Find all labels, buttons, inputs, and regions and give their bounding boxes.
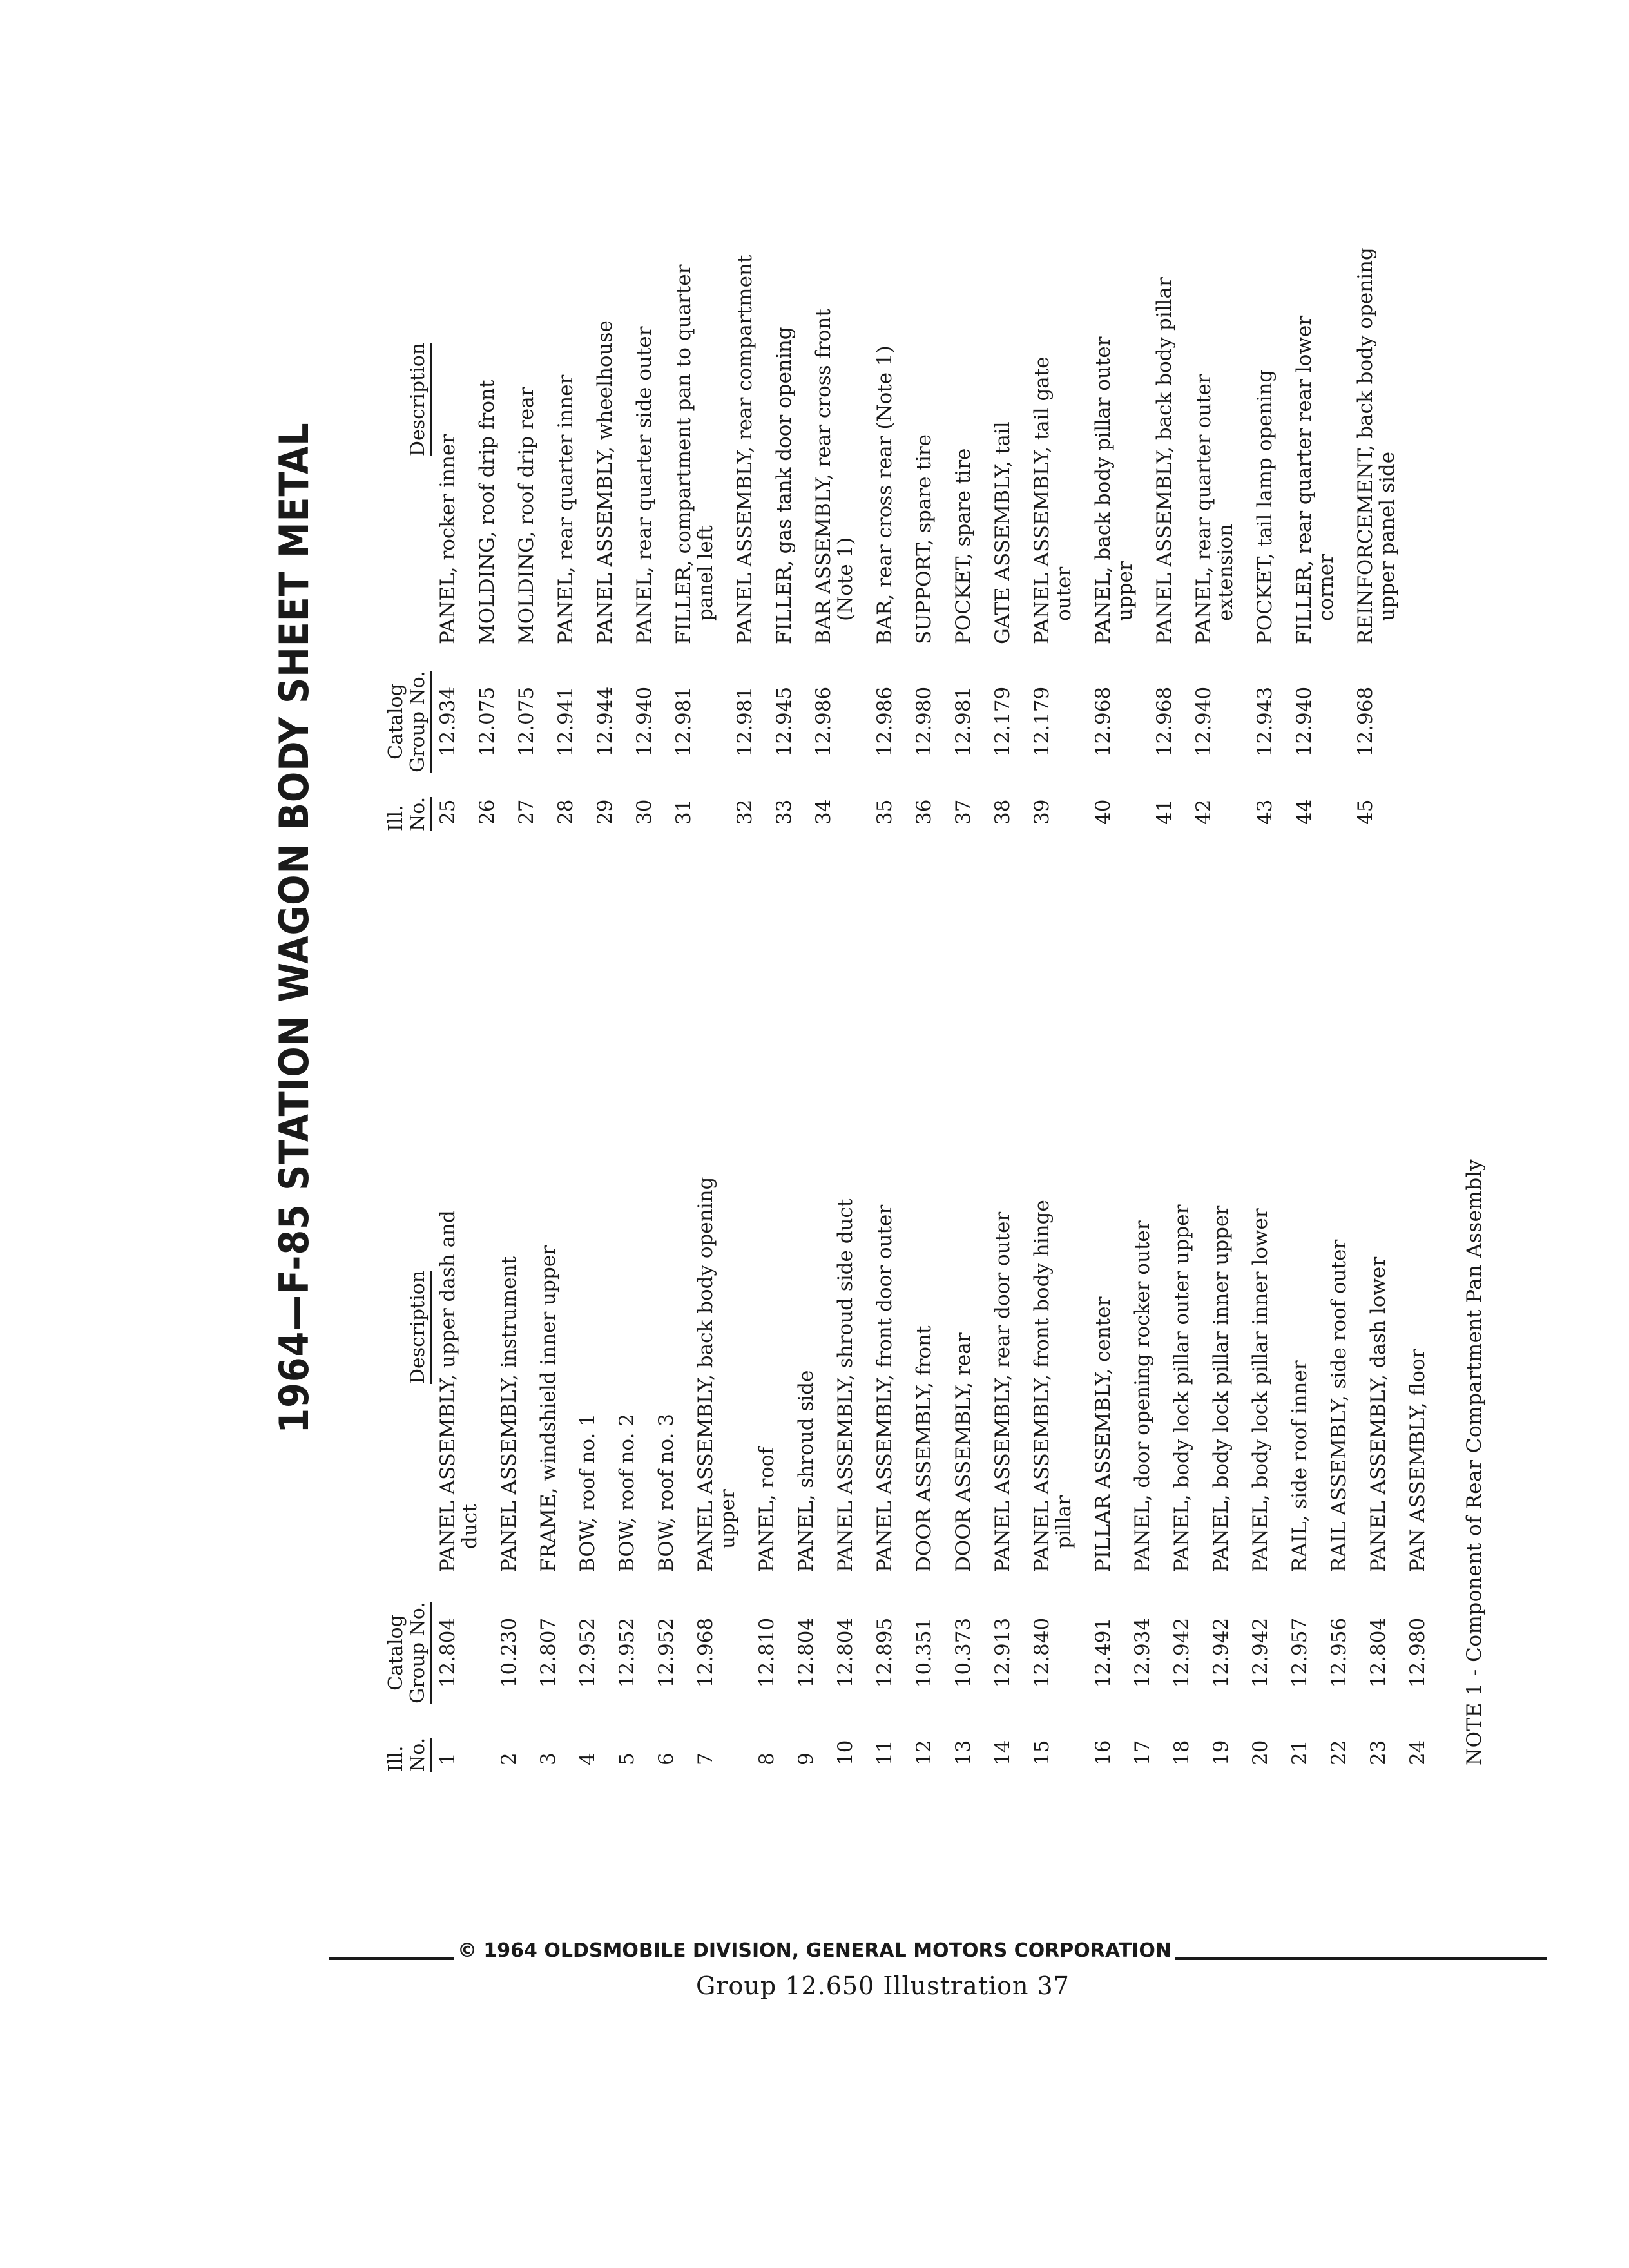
ill-no: 19 (1210, 1740, 1233, 1765)
ill-no: 21 (1288, 1740, 1311, 1765)
part-description (516, 13, 537, 644)
part-description (795, 889, 817, 1572)
table-row (655, 889, 695, 1765)
description-line: PANEL, body lock pillar inner lower (1249, 1208, 1272, 1572)
table-body-right (437, 13, 1416, 825)
table-row (1293, 13, 1354, 825)
table-row (1289, 889, 1328, 1765)
header-ill-no: Ill. No. (385, 786, 432, 831)
description-line: PANEL, body lock pillar inner upper (1210, 1205, 1233, 1572)
ill-no: 18 (1170, 1740, 1193, 1765)
description-line: PANEL ASSEMBLY, front door outer (873, 1204, 896, 1572)
part-description (1407, 889, 1429, 1572)
part-description (1171, 889, 1193, 1572)
part-description (476, 13, 498, 644)
description-line: PANEL, door opening rocker outer (1131, 1220, 1154, 1572)
ill-no: 37 (952, 799, 975, 825)
table-row (952, 13, 992, 825)
part-description (874, 889, 896, 1572)
ill-no: 38 (991, 799, 1014, 825)
figure-caption: Group 12.650 Illustration 37 (696, 1972, 1070, 2000)
description-line: FILLER, gas tank door opening (773, 327, 796, 644)
table-row (1171, 889, 1210, 1765)
table-row (1153, 13, 1193, 825)
catalog-group-no: 12.075 (476, 686, 499, 757)
ill-no: 8 (755, 1753, 778, 1765)
table-row (1328, 889, 1367, 1765)
header-catalog: Catalog Group No. (385, 657, 432, 786)
description-line: POCKET, tail lamp opening (1253, 369, 1277, 644)
table-row (516, 13, 555, 825)
ill-no: 36 (912, 799, 936, 825)
part-description (633, 13, 655, 644)
ill-no: 23 (1367, 1740, 1390, 1765)
ill-no: 41 (1153, 799, 1176, 825)
ill-no: 20 (1249, 1740, 1272, 1765)
catalog-group-no: 12.934 (436, 686, 459, 757)
catalog-group-no: 10.373 (952, 1617, 975, 1688)
description-line: BAR, rear cross rear (Note 1) (873, 345, 896, 644)
part-description (1254, 13, 1276, 644)
ill-no: 9 (795, 1753, 818, 1765)
ill-no: 34 (812, 799, 835, 825)
part-description (1153, 13, 1175, 644)
table-row (992, 13, 1031, 825)
part-description (1293, 13, 1337, 644)
table-row (577, 889, 616, 1765)
description-line: corner (1315, 554, 1338, 621)
catalog-group-no: 12.952 (615, 1617, 639, 1688)
catalog-group-no: 12.968 (1153, 686, 1176, 757)
part-description (756, 889, 778, 1572)
ill-no: 31 (672, 799, 695, 825)
header-ill-no: Ill. No. (385, 1727, 432, 1772)
description-line: PANEL ASSEMBLY, rear compartment (733, 255, 757, 644)
header-description: Description (407, 155, 432, 644)
ill-no: 13 (952, 1740, 975, 1765)
table-row (1031, 13, 1092, 825)
description-line: DOOR ASSEMBLY, front (912, 1325, 936, 1572)
table-row (1254, 13, 1293, 825)
description-line: outer (1052, 566, 1075, 621)
table-row (616, 889, 655, 1765)
ill-no: 2 (497, 1753, 521, 1765)
description-line: RAIL ASSEMBLY, side roof outer (1327, 1239, 1351, 1572)
description-line: PANEL, roof (755, 1446, 778, 1572)
table-row (1092, 13, 1153, 825)
description-line: BOW, roof no. 3 (655, 1414, 678, 1572)
catalog-group-no: 12.980 (912, 686, 936, 757)
description-line: PANEL ASSEMBLY, upper dash and (436, 1210, 459, 1572)
description-line: FILLER, compartment pan to quarter (672, 264, 695, 644)
catalog-group-no: 12.942 (1170, 1617, 1193, 1688)
part-description (952, 13, 974, 644)
description-line: GATE ASSEMBLY, tail (991, 421, 1014, 644)
catalog-group-no: 12.980 (1406, 1617, 1429, 1688)
catalog-group-no: 12.952 (576, 1617, 599, 1688)
catalog-group-no: 12.981 (952, 686, 975, 757)
description-line: POCKET, spare tire (952, 448, 975, 644)
description-line: BOW, roof no. 1 (576, 1414, 599, 1572)
description-line: PANEL, shroud side (795, 1370, 818, 1572)
ill-no: 17 (1131, 1740, 1154, 1765)
catalog-group-no: 12.179 (1030, 686, 1054, 757)
table-row (1407, 889, 1446, 1765)
table-row (437, 889, 498, 1765)
description-line: extension (1214, 523, 1237, 621)
catalog-group-no: 12.981 (733, 686, 757, 757)
catalog-group-no: 12.807 (537, 1617, 560, 1688)
table-row (1031, 889, 1092, 1765)
description-line: PANEL ASSEMBLY, dash lower (1367, 1256, 1390, 1572)
catalog-group-no: 12.942 (1249, 1617, 1272, 1688)
catalog-group-no: 10.230 (497, 1617, 521, 1688)
catalog-group-no: 12.840 (1030, 1617, 1054, 1688)
ill-no: 35 (873, 799, 896, 825)
catalog-group-no: 12.810 (755, 1617, 778, 1688)
ill-no: 22 (1327, 1740, 1351, 1765)
catalog-group-no: 12.945 (773, 686, 796, 757)
description-line: PANEL, body lock pillar outer upper (1170, 1204, 1193, 1572)
catalog-group-no: 12.804 (436, 1617, 459, 1688)
ill-no: 40 (1092, 799, 1115, 825)
part-description (1193, 13, 1237, 644)
table-row (734, 13, 773, 825)
catalog-group-no: 12.981 (672, 686, 695, 757)
ill-no: 14 (991, 1740, 1014, 1765)
description-line: upper panel side (1376, 451, 1399, 621)
description-line: upper (716, 1489, 739, 1549)
ill-no: 27 (515, 799, 538, 825)
page-title: 1964—F-85 STATION WAGON BODY SHEET METAL (271, 422, 318, 1434)
part-description (655, 889, 677, 1572)
catalog-group-no: 12.986 (873, 686, 896, 757)
catalog-group-no: 12.968 (1092, 686, 1115, 757)
part-description (1092, 889, 1114, 1572)
part-description (498, 889, 520, 1572)
part-description (1289, 889, 1311, 1572)
description-line: RAIL, side roof inner (1288, 1360, 1311, 1572)
ill-no: 28 (554, 799, 577, 825)
part-description (1092, 13, 1136, 644)
ill-no: 1 (436, 1753, 459, 1765)
catalog-group-no: 12.804 (834, 1617, 857, 1688)
part-description (437, 13, 459, 644)
catalog-group-no: 12.940 (1293, 686, 1316, 757)
table-header-right (348, 13, 432, 831)
copyright-line (0, 1939, 1629, 1962)
description-line: PANEL ASSEMBLY, back body opening (694, 1177, 717, 1572)
part-description (537, 889, 559, 1572)
catalog-group-no: 10.351 (912, 1617, 936, 1688)
table-row (992, 889, 1031, 1765)
table-row (1193, 13, 1254, 825)
description-line: PANEL ASSEMBLY, wheelhouse (593, 320, 617, 644)
copyright-text: © 1964 OLDSMOBILE DIVISION, GENERAL MOTORS CORPORATION (454, 1939, 1175, 1962)
description-line: (Note 1) (834, 537, 857, 621)
ill-no: 16 (1092, 1740, 1115, 1765)
ill-no: 24 (1406, 1740, 1429, 1765)
part-description (1132, 889, 1153, 1572)
description-line: PANEL, rear quarter outer (1192, 374, 1215, 644)
part-description (874, 13, 896, 644)
catalog-group-no: 12.942 (1210, 1617, 1233, 1688)
ill-no: 33 (773, 799, 796, 825)
description-line: PANEL ASSEMBLY, instrument (497, 1256, 521, 1572)
table-row (1354, 13, 1416, 825)
ill-no: 15 (1030, 1740, 1054, 1765)
catalog-group-no: 12.179 (991, 686, 1014, 757)
part-description (1354, 13, 1398, 644)
table-header-left (348, 889, 432, 1772)
description-line: PANEL, rear quarter inner (554, 374, 577, 644)
description-line: PAN ASSEMBLY, floor (1406, 1349, 1429, 1572)
description-line: PANEL, rear quarter side outer (633, 326, 656, 644)
table-row (498, 889, 537, 1765)
description-line: SUPPORT, spare tire (912, 434, 936, 644)
description-line: BAR ASSEMBLY, rear cross front (812, 309, 835, 644)
part-description (992, 889, 1014, 1572)
table-row (476, 13, 516, 825)
part-description (992, 13, 1014, 644)
part-description (577, 889, 599, 1572)
part-description (555, 13, 577, 644)
table-row (756, 889, 795, 1765)
footnote: NOTE 1 - Component of Rear Compartment Pan Assembly (1463, 1158, 1486, 1765)
table-body-left (437, 889, 1446, 1765)
table-row (1210, 889, 1249, 1765)
catalog-group-no: 12.804 (795, 1617, 818, 1688)
description-line: PANEL ASSEMBLY, back body pillar (1153, 277, 1176, 644)
table-row (913, 889, 952, 1765)
part-description (437, 889, 481, 1572)
header-catalog: Catalog Group No. (385, 1598, 432, 1707)
part-description (695, 889, 738, 1572)
description-line: duct (458, 1504, 481, 1549)
table-row (795, 889, 834, 1765)
table-row (1367, 889, 1407, 1765)
ill-no: 25 (436, 799, 459, 825)
part-description (1249, 889, 1271, 1572)
ill-no: 45 (1354, 799, 1377, 825)
part-description (734, 13, 756, 644)
part-description (1328, 889, 1350, 1572)
part-description (813, 13, 856, 644)
ill-no: 44 (1293, 799, 1316, 825)
part-description (616, 889, 638, 1572)
description-line: MOLDING, roof drip rear (515, 387, 538, 644)
table-row (952, 889, 992, 1765)
table-row (834, 889, 874, 1765)
catalog-group-no: 12.940 (633, 686, 656, 757)
catalog-group-no: 12.952 (655, 1617, 678, 1688)
table-row (437, 13, 476, 825)
catalog-group-no: 12.913 (991, 1617, 1014, 1688)
ill-no: 6 (655, 1753, 678, 1765)
table-row (773, 13, 813, 825)
catalog-group-no: 12.940 (1192, 686, 1215, 757)
description-line: FRAME, windshield inner upper (537, 1245, 560, 1572)
ill-no: 4 (576, 1753, 599, 1765)
ill-no: 3 (537, 1753, 560, 1765)
description-line: PANEL ASSEMBLY, tail gate (1030, 356, 1054, 644)
catalog-group-no: 12.895 (873, 1617, 896, 1688)
ill-no: 30 (633, 799, 656, 825)
catalog-group-no: 12.943 (1253, 686, 1277, 757)
table-row (695, 889, 756, 1765)
description-line: upper (1113, 561, 1137, 621)
ill-no: 7 (694, 1753, 717, 1765)
header-description: Description (407, 1082, 432, 1572)
description-line: PANEL ASSEMBLY, rear door outer (991, 1211, 1014, 1572)
catalog-group-no: 12.804 (1367, 1617, 1390, 1688)
description-line: FILLER, rear quarter rear lower (1293, 315, 1316, 644)
description-line: PANEL ASSEMBLY, shroud side duct (834, 1198, 857, 1572)
description-line: PANEL ASSEMBLY, front body hinge (1030, 1200, 1054, 1572)
table-row (673, 13, 734, 825)
description-line: PANEL, back body pillar outer (1092, 336, 1115, 644)
table-row (813, 13, 874, 825)
ill-no: 43 (1253, 799, 1277, 825)
ill-no: 29 (593, 799, 617, 825)
ill-no: 26 (476, 799, 499, 825)
table-row (594, 13, 633, 825)
catalog-group-no: 12.941 (554, 686, 577, 757)
part-description (673, 13, 717, 644)
ill-no: 12 (912, 1740, 936, 1765)
description-line: PILLAR ASSEMBLY, center (1092, 1296, 1115, 1572)
table-row (555, 13, 594, 825)
ill-no: 42 (1192, 799, 1215, 825)
part-description (594, 13, 616, 644)
part-description (1210, 889, 1232, 1572)
description-line: panel left (694, 525, 717, 621)
catalog-group-no: 12.986 (812, 686, 835, 757)
table-row (874, 13, 913, 825)
description-line: BOW, roof no. 2 (615, 1414, 639, 1572)
part-description (834, 889, 856, 1572)
ill-no: 11 (873, 1740, 896, 1765)
part-description (1367, 889, 1389, 1572)
table-row (1249, 889, 1289, 1765)
part-description (952, 889, 974, 1572)
table-row (1092, 889, 1132, 1765)
catalog-group-no: 12.075 (515, 686, 538, 757)
catalog-group-no: 12.934 (1131, 1617, 1154, 1688)
part-description (1031, 13, 1075, 644)
table-row (633, 13, 673, 825)
description-line: PANEL, rocker inner (436, 434, 459, 644)
catalog-group-no: 12.491 (1092, 1617, 1115, 1688)
catalog-group-no: 12.968 (694, 1617, 717, 1688)
table-row (913, 13, 952, 825)
part-description (1031, 889, 1075, 1572)
catalog-group-no: 12.968 (1354, 686, 1377, 757)
part-description (773, 13, 795, 644)
table-row (874, 889, 913, 1765)
part-description (913, 13, 935, 644)
description-line: DOOR ASSEMBLY, rear (952, 1332, 975, 1572)
part-description (913, 889, 935, 1572)
catalog-group-no: 12.944 (593, 686, 617, 757)
description-line: MOLDING, roof drip front (476, 380, 499, 644)
ill-no: 10 (834, 1740, 857, 1765)
ill-no: 39 (1030, 799, 1054, 825)
catalog-group-no: 12.956 (1327, 1617, 1351, 1688)
description-line: pillar (1052, 1495, 1075, 1549)
description-line: REINFORCEMENT, back body opening (1354, 247, 1377, 644)
ill-no: 32 (733, 799, 757, 825)
table-row (1132, 889, 1171, 1765)
table-row (537, 889, 577, 1765)
catalog-group-no: 12.957 (1288, 1617, 1311, 1688)
ill-no: 5 (615, 1753, 639, 1765)
